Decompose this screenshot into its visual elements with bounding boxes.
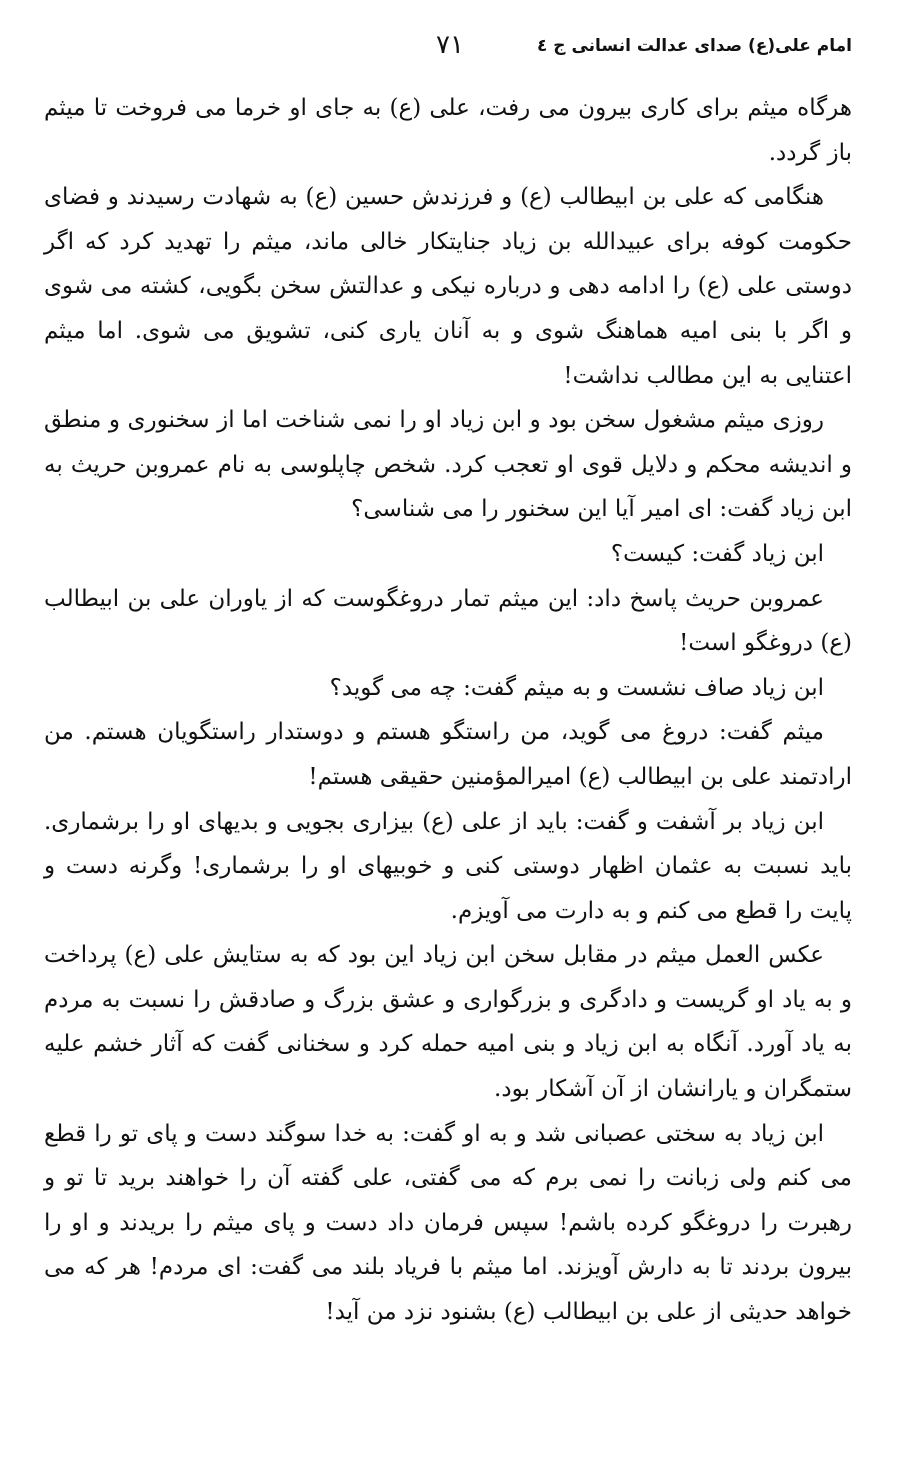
paragraph: هرگاه میثم برای کاری بیرون می رفت، علی (ع) به جای او خرما می فروخت تا میثم باز گردد.: [44, 95, 852, 166]
paragraph: عمروبن حریث پاسخ داد: این میثم تمار دروغگوست که از یاوران علی بن ابیطالب (ع) دروغگو است!: [44, 585, 852, 657]
page-number: ۷۱: [436, 30, 464, 60]
paragraph: ابن زیاد صاف نشست و به میثم گفت: چه می گوید؟: [329, 674, 824, 701]
paragraph: میثم گفت: دروغ می گوید، من راستگو هستم و دوستدار راستگویان هستم. من ارادتمند علی بن ابیطالب (ع) امیرالمؤمنین حقیقی هستم!: [44, 719, 852, 790]
running-header-title: امام علی(ع) صدای عدالت انسانی ج ٤: [536, 36, 852, 56]
paragraph: ابن زیاد بر آشفت و گفت: باید از علی (ع) بیزاری بجویی و بدیهای او را برشماری. باید نسبت به عثمان اظهار دوستی کنی و خوبیهای او را برشماری! وگرنه دست و پایت را قطع می کنم و به دارت می آویزم.: [44, 808, 852, 924]
paragraph: هنگامی که علی بن ابیطالب (ع) و فرزندش حسین (ع) به شهادت رسیدند و فضای حکومت کوفه برای عبیدالله بن زیاد جنایتکار خالی ماند، میثم را تهدید کرد که اگر دوستی علی (ع) را ادامه دهی و درباره نیکی و عدالتش سخن بگویی، کشته می شوی و اگر با بنی امیه هماهنگ شوی و به آنان یاری کنی، تشویق می شوی. اما میثم اعتنایی به این مطالب نداشت!: [44, 184, 852, 389]
paragraph: روزی میثم مشغول سخن بود و ابن زیاد او را نمی شناخت اما از سخنوری و منطق و اندیشه محکم و دلایل قوی او تعجب کرد. شخص چاپلوسی به نام عمروبن حریث به ابن زیاد گفت: ای امیر آیا این سخنور را می شناسی؟: [44, 407, 852, 523]
paragraph: ابن زیاد به سختی عصبانی شد و به او گفت: به خدا سوگند دست و پای تو را قطع می کنم ولی زبانت را نمی برم که می گفتی، علی گفته آن را خواهند برید تا تو و رهبرت را دروغگو کرده باشم! سپس فرمان داد دست و پای میثم را بریدند و او را بیرون بردند تا به دارش آویزند. اما میثم با فریاد بلند می گفت: ای مردم! هر که می خواهد حدیثی از علی بن ابیطالب (ع) بشنود نزد من آید!: [44, 1120, 852, 1326]
paragraph: ابن زیاد گفت: کیست؟: [610, 540, 824, 567]
body-text: [44, 86, 852, 1335]
paragraph: عکس العمل میثم در مقابل سخن ابن زیاد این بود که به ستایش علی (ع) پرداخت و به یاد او گریست و دادگری و بزرگواری و عشق بزرگ و صادقش را نسبت به مردم به یاد آورد. آنگاه به ابن زیاد و بنی امیه حمله کرد و سخنانی گفت که آثار خشم علیه ستمگران و یارانشان از آن آشکار بود.: [44, 942, 852, 1103]
